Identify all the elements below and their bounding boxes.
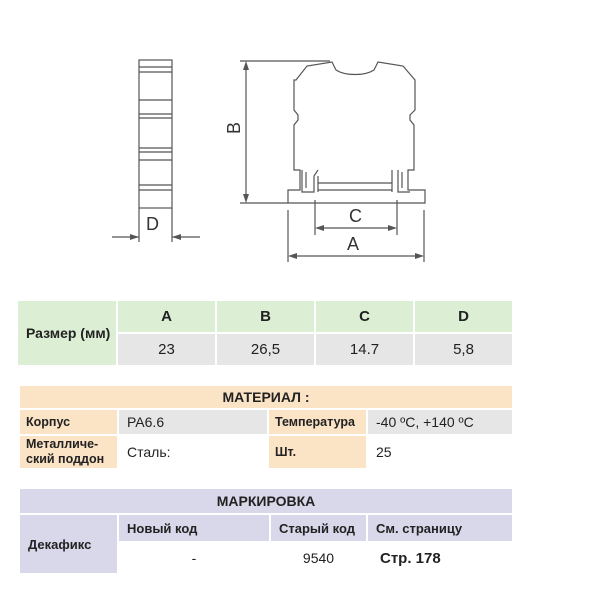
qty-value: 25 bbox=[367, 435, 513, 469]
tray-label bbox=[19, 435, 118, 469]
see-page-link[interactable]: Стр. 178 bbox=[367, 542, 513, 574]
decafix-label: Декафикс bbox=[19, 514, 118, 574]
new-code-value: - bbox=[118, 542, 270, 574]
temperature-value: -40 ºC, +140 ºC bbox=[367, 409, 513, 435]
dim-header-c: C bbox=[315, 301, 414, 333]
label-a: A bbox=[347, 234, 360, 254]
label-c: C bbox=[349, 206, 362, 226]
tray-label-line2: ский поддон bbox=[26, 452, 105, 466]
see-page-header: См. страницу bbox=[367, 514, 513, 542]
housing-value: PA6.6 bbox=[118, 409, 268, 435]
tray-label-line1: Металличе- bbox=[26, 437, 99, 451]
front-view bbox=[240, 61, 425, 262]
dim-value-b: 26,5 bbox=[216, 333, 315, 365]
label-d: D bbox=[146, 214, 159, 234]
material-table bbox=[18, 384, 514, 470]
tray-value: Сталь: bbox=[118, 435, 268, 469]
technical-drawing bbox=[0, 0, 600, 290]
new-code-header: Новый код bbox=[118, 514, 270, 542]
dim-header-d: D bbox=[414, 301, 513, 333]
marking-table bbox=[18, 487, 514, 575]
dim-value-d: 5,8 bbox=[414, 333, 513, 365]
label-b: B bbox=[224, 121, 244, 135]
temperature-label: Температура bbox=[268, 409, 367, 435]
material-title: МАТЕРИАЛ : bbox=[19, 385, 513, 409]
dim-header-a: A bbox=[117, 301, 216, 333]
dim-header-b: B bbox=[216, 301, 315, 333]
dimensions-row-label: Размер (мм) bbox=[18, 301, 117, 365]
old-code-header: Старый код bbox=[270, 514, 367, 542]
dimensions-table bbox=[18, 301, 514, 365]
dim-value-a: 23 bbox=[117, 333, 216, 365]
marking-title: МАРКИРОВКА bbox=[19, 488, 513, 514]
qty-label: Шт. bbox=[268, 435, 367, 469]
dim-value-c: 14.7 bbox=[315, 333, 414, 365]
old-code-value: 9540 bbox=[270, 542, 367, 574]
housing-label: Корпус bbox=[19, 409, 118, 435]
